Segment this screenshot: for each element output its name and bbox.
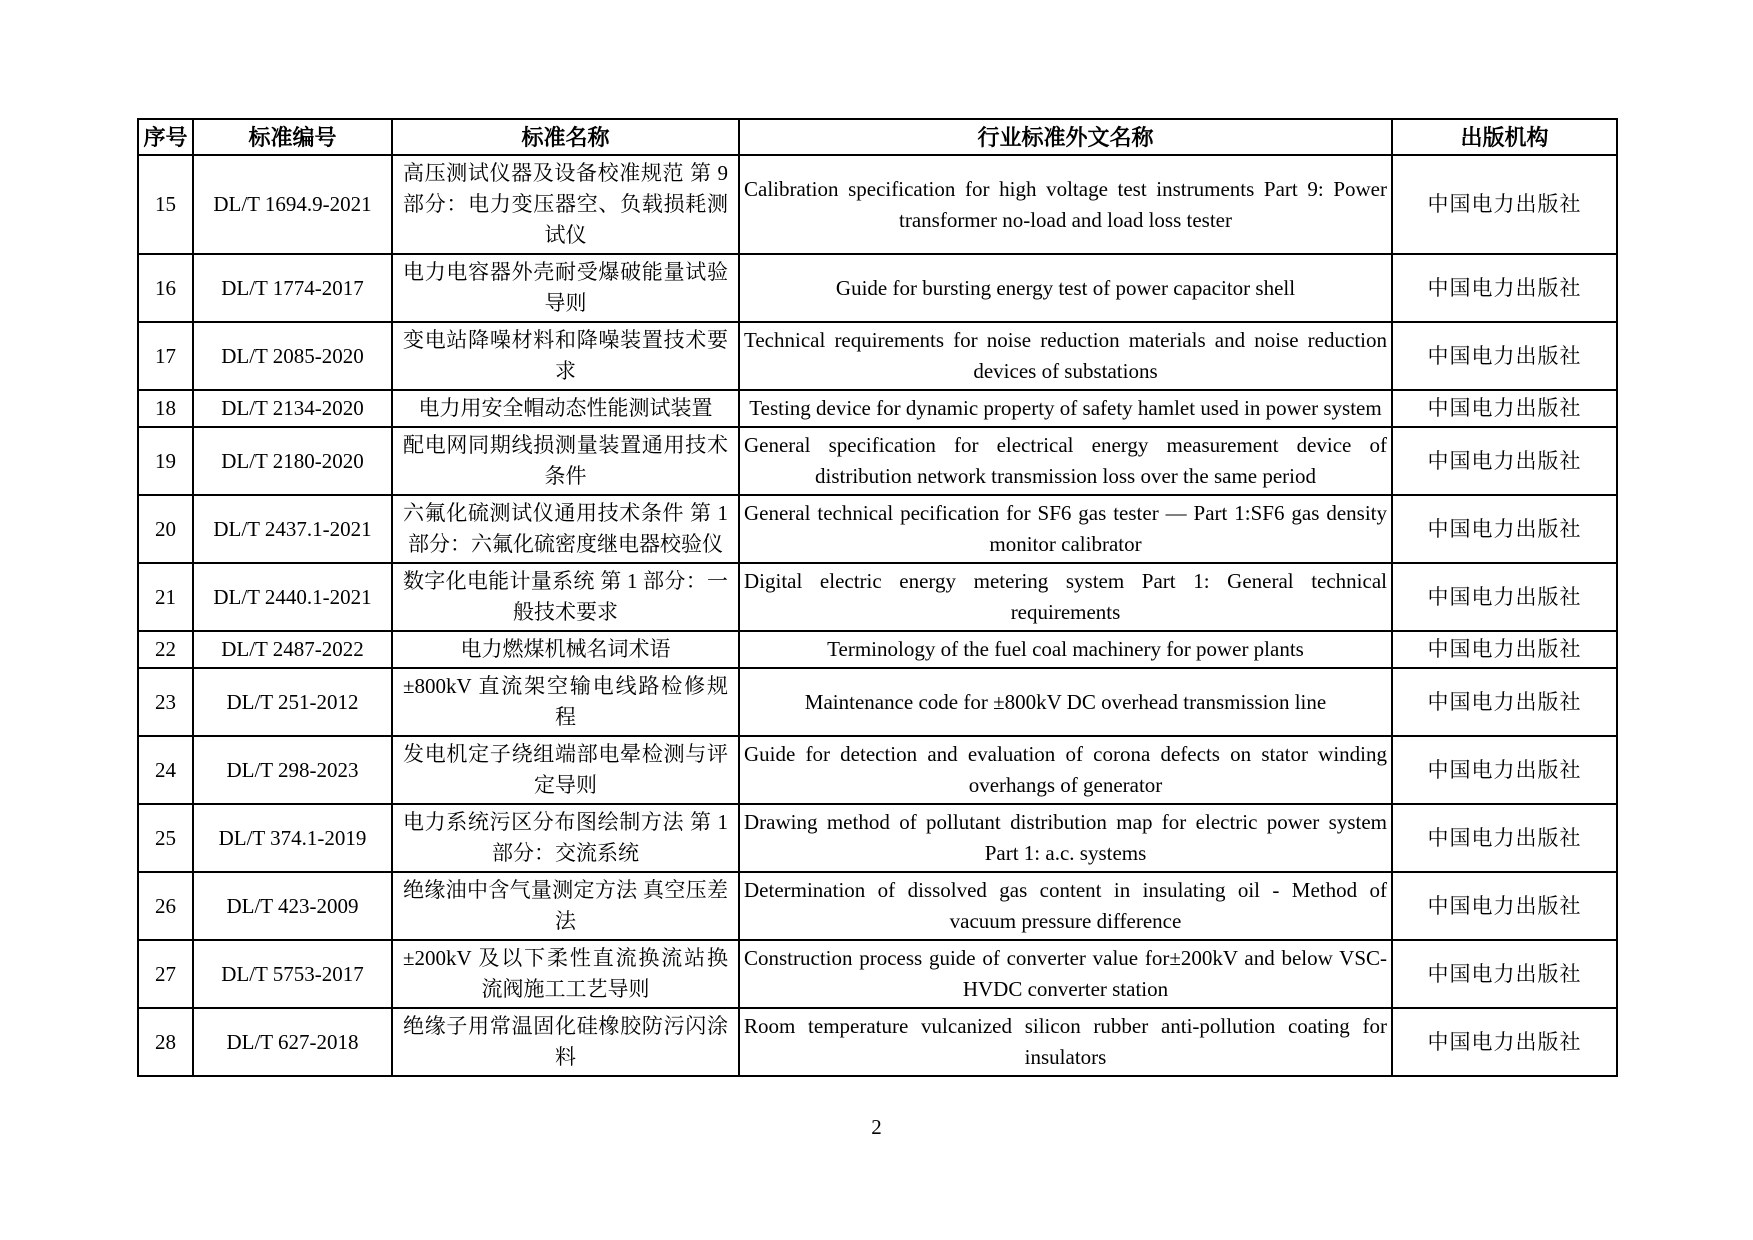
standard-code-cell: DL/T 1774-2017 xyxy=(193,254,392,322)
standard-code-cell: DL/T 5753-2017 xyxy=(193,940,392,1008)
table-row xyxy=(138,322,1617,390)
standard-code-cell: DL/T 298-2023 xyxy=(193,736,392,804)
standard-name-en-cell: Testing device for dynamic property of safety hamlet used in power system xyxy=(739,390,1392,427)
row-number-cell: 23 xyxy=(138,668,193,736)
standard-name-en-cell: Construction process guide of converter value for±200kV and below VSC-HVDC converter station xyxy=(739,940,1392,1008)
standard-name-en-cell: Guide for bursting energy test of power capacitor shell xyxy=(739,254,1392,322)
row-number-cell: 21 xyxy=(138,563,193,631)
standard-name-cn-cell: ±800kV 直流架空输电线路检修规程 xyxy=(392,668,739,736)
table-body xyxy=(138,155,1617,1076)
row-number-cell: 27 xyxy=(138,940,193,1008)
standard-code-cell: DL/T 2440.1-2021 xyxy=(193,563,392,631)
row-number-cell: 24 xyxy=(138,736,193,804)
standard-name-en-cell: Technical requirements for noise reduction materials and noise reduction devices of substations xyxy=(739,322,1392,390)
standard-code-cell: DL/T 2437.1-2021 xyxy=(193,495,392,563)
standard-name-en-cell: Calibration specification for high voltage test instruments Part 9: Power transformer no-load and load loss tester xyxy=(739,155,1392,254)
standard-name-en-cell: Determination of dissolved gas content in insulating oil - Method of vacuum pressure difference xyxy=(739,872,1392,940)
standard-code-cell: DL/T 2085-2020 xyxy=(193,322,392,390)
row-number-cell: 26 xyxy=(138,872,193,940)
standard-name-cn-cell: 高压测试仪器及设备校准规范 第 9 部分：电力变压器空、负载损耗测试仪 xyxy=(392,155,739,254)
standard-name-en-cell: Digital electric energy metering system Part 1: General technical requirements xyxy=(739,563,1392,631)
publisher-cell: 中国电力出版社 xyxy=(1392,563,1617,631)
standards-table xyxy=(137,118,1618,1077)
publisher-cell: 中国电力出版社 xyxy=(1392,940,1617,1008)
publisher-cell: 中国电力出版社 xyxy=(1392,1008,1617,1076)
column-header-standard-name: 标准名称 xyxy=(392,119,739,155)
standard-name-en-cell: General specification for electrical energy measurement device of distribution network transmission loss over the same period xyxy=(739,427,1392,495)
table-row xyxy=(138,390,1617,427)
standard-name-cn-cell: 电力燃煤机械名词术语 xyxy=(392,631,739,668)
standard-code-cell: DL/T 2180-2020 xyxy=(193,427,392,495)
table-row xyxy=(138,668,1617,736)
standard-name-cn-cell: 绝缘油中含气量测定方法 真空压差法 xyxy=(392,872,739,940)
publisher-cell: 中国电力出版社 xyxy=(1392,427,1617,495)
standard-name-en-cell: Terminology of the fuel coal machinery for power plants xyxy=(739,631,1392,668)
standard-name-cn-cell: 电力用安全帽动态性能测试装置 xyxy=(392,390,739,427)
publisher-cell: 中国电力出版社 xyxy=(1392,736,1617,804)
standard-code-cell: DL/T 2134-2020 xyxy=(193,390,392,427)
standard-code-cell: DL/T 251-2012 xyxy=(193,668,392,736)
publisher-cell: 中国电力出版社 xyxy=(1392,631,1617,668)
table-row xyxy=(138,254,1617,322)
publisher-cell: 中国电力出版社 xyxy=(1392,155,1617,254)
standard-name-cn-cell: 绝缘子用常温固化硅橡胶防污闪涂料 xyxy=(392,1008,739,1076)
row-number-cell: 20 xyxy=(138,495,193,563)
publisher-cell: 中国电力出版社 xyxy=(1392,668,1617,736)
table-row xyxy=(138,495,1617,563)
publisher-cell: 中国电力出版社 xyxy=(1392,495,1617,563)
standard-code-cell: DL/T 374.1-2019 xyxy=(193,804,392,872)
column-header-publisher: 出版机构 xyxy=(1392,119,1617,155)
standard-name-en-cell: Drawing method of pollutant distribution map for electric power system Part 1: a.c. systems xyxy=(739,804,1392,872)
standard-name-cn-cell: 六氟化硫测试仪通用技术条件 第 1 部分：六氟化硫密度继电器校验仪 xyxy=(392,495,739,563)
column-header-foreign-name: 行业标准外文名称 xyxy=(739,119,1392,155)
publisher-cell: 中国电力出版社 xyxy=(1392,804,1617,872)
column-header-standard-code: 标准编号 xyxy=(193,119,392,155)
standard-name-en-cell: Guide for detection and evaluation of corona defects on stator winding overhangs of generator xyxy=(739,736,1392,804)
standard-name-en-cell: Maintenance code for ±800kV DC overhead transmission line xyxy=(739,668,1392,736)
standard-name-cn-cell: 电力系统污区分布图绘制方法 第 1 部分：交流系统 xyxy=(392,804,739,872)
column-header-row-number: 序号 xyxy=(138,119,193,155)
publisher-cell: 中国电力出版社 xyxy=(1392,390,1617,427)
standard-name-cn-cell: 变电站降噪材料和降噪装置技术要求 xyxy=(392,322,739,390)
page-number: 2 xyxy=(871,1115,882,1139)
table-row xyxy=(138,804,1617,872)
table-row xyxy=(138,563,1617,631)
table-row xyxy=(138,631,1617,668)
row-number-cell: 16 xyxy=(138,254,193,322)
standard-name-cn-cell: 配电网同期线损测量装置通用技术条件 xyxy=(392,427,739,495)
table-row xyxy=(138,155,1617,254)
standard-name-cn-cell: 发电机定子绕组端部电晕检测与评定导则 xyxy=(392,736,739,804)
table-row xyxy=(138,1008,1617,1076)
publisher-cell: 中国电力出版社 xyxy=(1392,322,1617,390)
publisher-cell: 中国电力出版社 xyxy=(1392,254,1617,322)
table-row xyxy=(138,427,1617,495)
standard-name-en-cell: General technical pecification for SF6 gas tester — Part 1:SF6 gas density monitor calibrator xyxy=(739,495,1392,563)
standard-name-cn-cell: 电力电容器外壳耐受爆破能量试验导则 xyxy=(392,254,739,322)
standard-name-en-cell: Room temperature vulcanized silicon rubber anti-pollution coating for insulators xyxy=(739,1008,1392,1076)
row-number-cell: 17 xyxy=(138,322,193,390)
table-row xyxy=(138,736,1617,804)
standard-code-cell: DL/T 627-2018 xyxy=(193,1008,392,1076)
table-header-row xyxy=(138,119,1617,155)
standard-code-cell: DL/T 2487-2022 xyxy=(193,631,392,668)
row-number-cell: 15 xyxy=(138,155,193,254)
row-number-cell: 25 xyxy=(138,804,193,872)
standard-code-cell: DL/T 423-2009 xyxy=(193,872,392,940)
row-number-cell: 18 xyxy=(138,390,193,427)
table-row xyxy=(138,872,1617,940)
row-number-cell: 22 xyxy=(138,631,193,668)
row-number-cell: 28 xyxy=(138,1008,193,1076)
publisher-cell: 中国电力出版社 xyxy=(1392,872,1617,940)
standard-name-cn-cell: 数字化电能计量系统 第 1 部分：一般技术要求 xyxy=(392,563,739,631)
standard-name-cn-cell: ±200kV 及以下柔性直流换流站换流阀施工工艺导则 xyxy=(392,940,739,1008)
standard-code-cell: DL/T 1694.9-2021 xyxy=(193,155,392,254)
table-row xyxy=(138,940,1617,1008)
row-number-cell: 19 xyxy=(138,427,193,495)
